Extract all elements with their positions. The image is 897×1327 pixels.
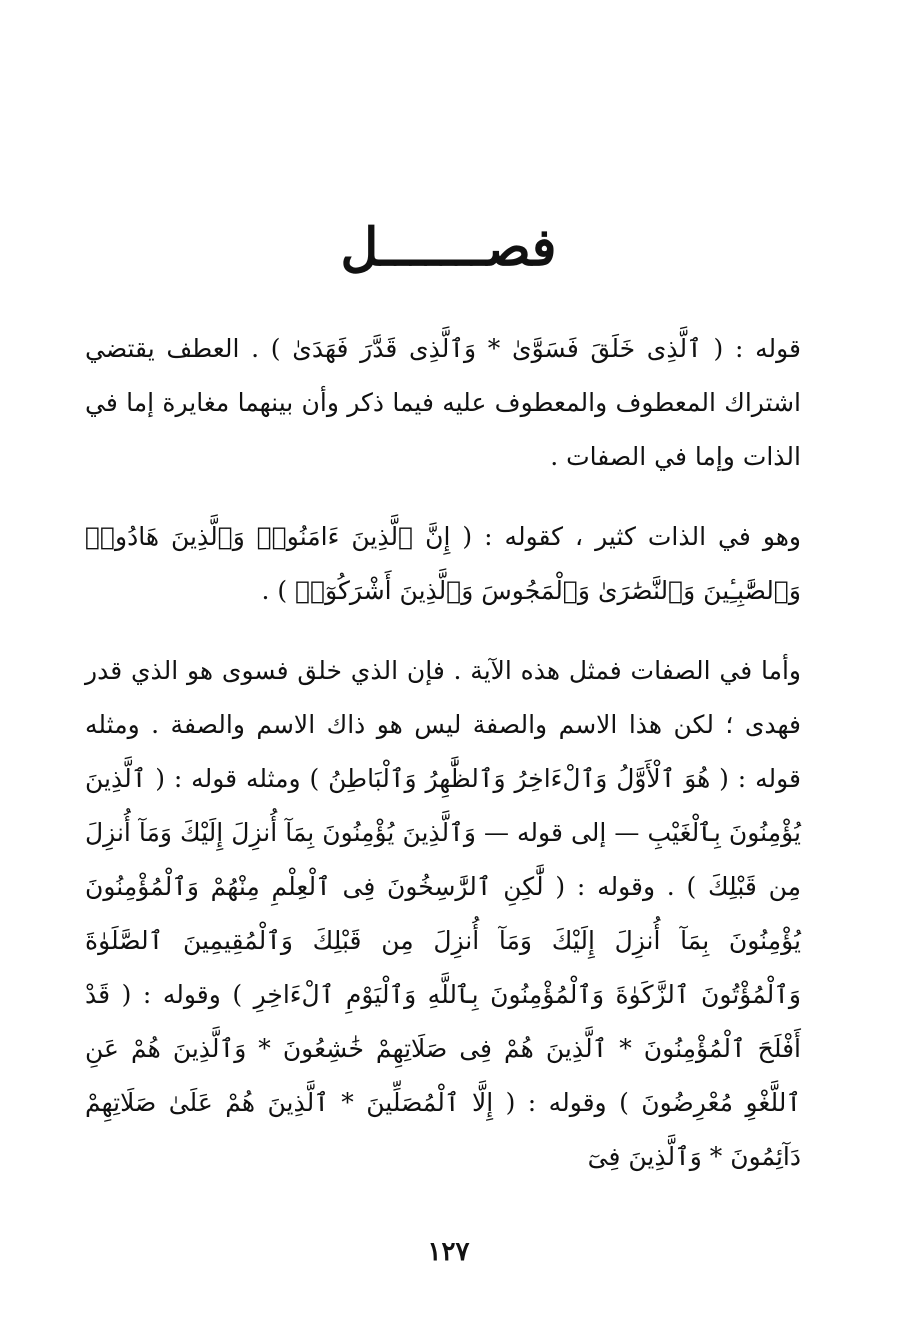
paragraph-gap	[85, 484, 801, 510]
section-heading: فصـــــــل	[340, 217, 557, 278]
paragraph-3: وأما في الصفات فمثل هذه الآية . فإن الذي خلق فسوى هو الذي قدر فهدى ؛ لكن هذا الاسم والصفة ليس هو ذاك الاسم والصفة . ومثله قوله : ( هُوَ ٱلْأَوَّلُ وَٱلْءَاخِرُ وَٱلظَّٰهِرُ وَٱلْبَاطِنُ ) ومثله قوله : ( ٱلَّذِينَ يُؤْمِنُونَ بِٱلْغَيْبِ — إلى قوله — وَٱلَّذِينَ يُؤْمِنُونَ بِمَآ أُنزِلَ إِلَيْكَ وَمَآ أُنزِلَ مِن قَبْلِكَ ) . وقوله : ( لَّٰكِنِ ٱلرَّٰسِخُونَ فِى ٱلْعِلْمِ مِنْهُمْ وَٱلْمُؤْمِنُونَ يُؤْمِنُونَ بِمَآ أُنزِلَ إِلَيْكَ وَمَآ أُنزِلَ مِن قَبْلِكَ وَٱلْمُقِيمِينَ ٱلصَّلَوٰةَ وَٱلْمُؤْتُونَ ٱلزَّكَوٰةَ وَٱلْمُؤْمِنُونَ بِٱللَّهِ وَٱلْيَوْمِ ٱلْءَاخِرِ ) وقوله : ( قَدْ أَفْلَحَ ٱلْمُؤْمِنُونَ * ٱلَّذِينَ هُمْ فِى صَلَاتِهِمْ خَٰشِعُونَ * وَٱلَّذِينَ هُمْ عَنِ ٱللَّغْوِ مُعْرِضُونَ ) وقوله : ( إِلَّا ٱلْمُصَلِّينَ * ٱلَّذِينَ هُمْ عَلَىٰ صَلَاتِهِمْ دَآئِمُونَ * وَٱلَّذِينَ فِىٓ	[85, 656, 801, 1171]
body-text	[85, 322, 801, 1184]
paragraph-2: وهو في الذات كثير ، كقوله : ( إِنَّ ٱلَّذِينَ ءَامَنُوا۟ وَٱلَّذِينَ هَادُوا۟ وَٱلصَّٰبِـِٔينَ وَٱلنَّصَٰرَىٰ وَٱلْمَجُوسَ وَٱلَّذِينَ أَشْرَكُوٓا۟ ) .	[85, 522, 801, 605]
paragraph-gap	[85, 618, 801, 644]
page-number: ١٢٧	[427, 1237, 470, 1267]
paragraph-1: قوله : ( ٱلَّذِى خَلَقَ فَسَوَّىٰ * وَٱلَّذِى قَدَّرَ فَهَدَىٰ ) . العطف يقتضي اشتراك المعطوف والمعطوف عليه فيما ذكر وأن بينهما مغايرة إما في الذات وإما في الصفات .	[85, 334, 801, 471]
